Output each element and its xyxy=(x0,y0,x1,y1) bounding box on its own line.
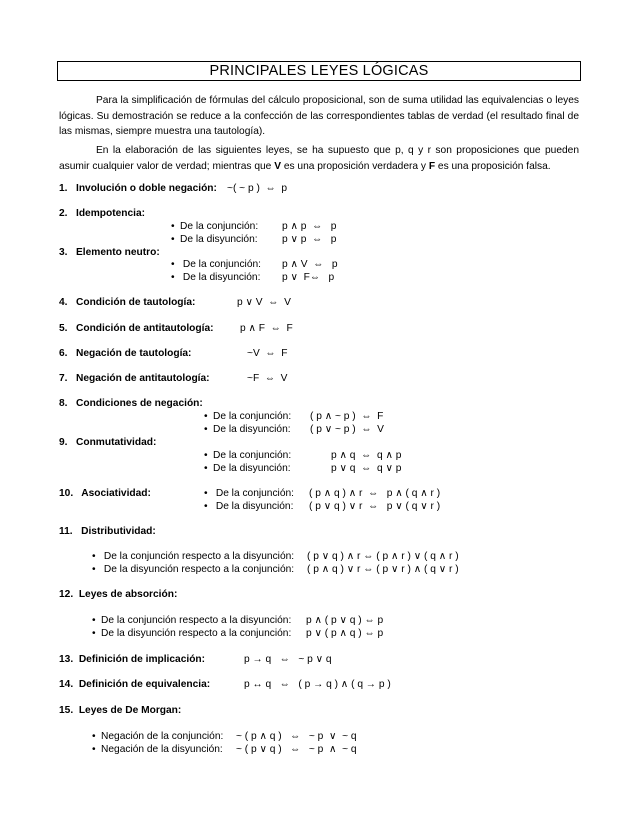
law-15-item-1-expression: ~ ( p ∧ q ) ⇔ ~ p ∨ ~ q xyxy=(236,731,357,742)
law-13-title: 13. Definición de implicación: xyxy=(59,654,206,665)
law-4-expression: p ∨ V ⇔ V xyxy=(237,297,291,308)
law-5-title: 5. Condición de antitautología: xyxy=(59,323,214,334)
intro-paragraph-1: Para la simplificación de fórmulas del cálculo proposicional, son de suma utilidad las equivalencias o leyes lógicas. Su demostración se reduce a la confección de las correspondientes tablas de verdad (el resultado final de las mismas, siempre muestra una tautología). xyxy=(59,95,579,137)
law-10-item-2-label: • De la disyunción: xyxy=(213,500,293,513)
law-6-title: 6. Negación de tautología: xyxy=(59,348,192,359)
law-3-item-1-label: • De la conjunción: xyxy=(180,258,261,271)
law-9-title: 9. Conmutatividad: xyxy=(59,437,157,448)
law-11-item-2-expression: ( p ∧ q ) ∨ r ⇔ ( p ∨ r ) ∧ ( q ∨ r ) xyxy=(307,564,459,575)
law-8-item-1-label: • De la conjunción: xyxy=(213,410,291,423)
law-15-item-2-label: • Negación de la disyunción: xyxy=(101,743,223,756)
law-9-item-1-expression: p ∧ q ⇔ q ∧ p xyxy=(331,450,402,461)
law-2-item-1-expression: p ∧ p ⇔ p xyxy=(282,221,337,232)
law-11-item-1-expression: ( p ∨ q ) ∧ r ⇔ ( p ∧ r ) ∨ ( q ∧ r ) xyxy=(307,551,459,562)
law-10-item-1-expression: ( p ∧ q ) ∧ r ⇔ p ∧ ( q ∧ r ) xyxy=(309,488,441,499)
law-7-title: 7. Negación de antitautología: xyxy=(59,373,210,384)
law-10-item-1-label: • De la conjunción: xyxy=(213,487,294,500)
law-10-item-2-expression: ( p ∨ q ) ∨ r ⇔ p ∨ ( q ∨ r ) xyxy=(309,501,441,512)
law-12-item-1-expression: p ∧ ( p ∨ q ) ⇔ p xyxy=(306,615,384,626)
law-12-title: 12. Leyes de absorción: xyxy=(59,589,178,600)
law-7-expression: ~F ⇔ V xyxy=(247,373,288,384)
law-13-expression: p → q ⇔ ~ p ∨ q xyxy=(244,654,332,665)
law-9-item-1-label: • De la conjunción: xyxy=(213,449,291,462)
law-8-item-2-label: • De la disyunción: xyxy=(213,423,291,436)
law-9-item-2-expression: p ∨ q ⇔ q ∨ p xyxy=(331,463,402,474)
law-2-title: 2. Idempotencia: xyxy=(59,208,146,219)
law-8-item-2-expression: ( p ∨ ~ p ) ⇔ V xyxy=(310,424,384,435)
law-11-item-1-label: • De la conjunción respecto a la disyunción: xyxy=(101,550,294,563)
law-11-item-2-label: • De la disyunción respecto a la conjunción: xyxy=(101,563,294,576)
law-10-title: 10. Asociatividad: xyxy=(59,488,151,499)
law-9-item-2-label: • De la disyunción: xyxy=(213,462,291,475)
page-title: PRINCIPALES LEYES LÓGICAS xyxy=(57,61,581,81)
law-2-item-2-expression: p ∨ p ⇔ p xyxy=(282,234,337,245)
law-15-item-2-expression: ~ ( p ∨ q ) ⇔ ~ p ∧ ~ q xyxy=(236,744,357,755)
law-3-item-2-label: • De la disyunción: xyxy=(180,271,260,284)
law-6-expression: ~V ⇔ F xyxy=(247,348,288,359)
law-1-expression: ~( ~ p ) ⇔ p xyxy=(227,183,288,194)
law-12-item-2-expression: p ∨ ( p ∧ q ) ⇔ p xyxy=(306,628,384,639)
law-12-item-2-label: • De la disyunción respecto a la conjunción: xyxy=(101,627,291,640)
law-12-item-1-label: • De la conjunción respecto a la disyunción: xyxy=(101,614,291,627)
law-15-title: 15. Leyes de De Morgan: xyxy=(59,705,182,716)
intro-paragraph-2-text: En la elaboración de las siguientes leyes, se ha supuesto que p, q y r son proposiciones que pueden asumir cualquier valor de verdad; mientras que V es una proposición verdadera y F es una proposición falsa. xyxy=(59,145,579,172)
law-1-title: 1. Involución o doble negación: xyxy=(59,183,217,194)
law-14-expression: p ↔ q ⇔ ( p → q ) ∧ ( q → p ) xyxy=(244,679,391,690)
law-8-title: 8. Condiciones de negación: xyxy=(59,398,203,409)
law-15-item-1-label: • Negación de la conjunción: xyxy=(101,730,223,743)
law-11-title: 11. Distributividad: xyxy=(59,526,156,537)
law-2-item-1-label: • De la conjunción: xyxy=(180,220,258,233)
law-14-title: 14. Definición de equivalencia: xyxy=(59,679,211,690)
law-3-item-2-expression: p ∨ F⇔ p xyxy=(282,272,335,283)
law-5-expression: p ∧ F ⇔ F xyxy=(240,323,293,334)
law-8-item-1-expression: ( p ∧ ~ p ) ⇔ F xyxy=(310,411,384,422)
intro-paragraph-2 xyxy=(59,143,579,174)
law-2-item-2-label: • De la disyunción: xyxy=(180,233,258,246)
law-4-title: 4. Condición de tautología: xyxy=(59,297,196,308)
law-3-item-1-expression: p ∧ V ⇔ p xyxy=(282,259,338,270)
law-3-title: 3. Elemento neutro: xyxy=(59,247,160,258)
